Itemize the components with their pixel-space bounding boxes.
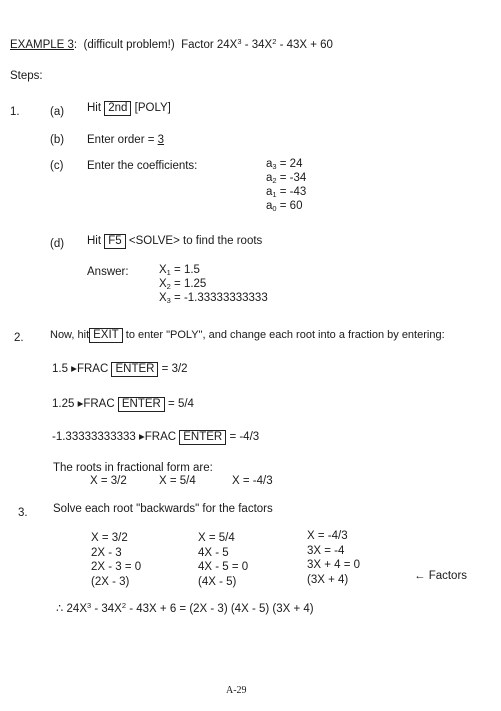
step1d-label: (d) [50, 238, 65, 250]
factor-prefix: Factor 24X [181, 39, 238, 51]
fraction-1: X = 3/2 [90, 475, 127, 487]
therefore-icon: ∴ [56, 603, 64, 615]
order-value: 3 [157, 134, 165, 146]
key-enter: ENTER [118, 397, 165, 412]
step1d-line [87, 234, 262, 249]
steps-label: Steps: [10, 70, 43, 82]
root-x1: $X_1 = 1.5$ [159, 264, 200, 277]
example-colon: : [73, 39, 78, 51]
key-enter: ENTER [111, 362, 158, 377]
example-heading [10, 39, 333, 51]
factor-column-1: X = 3/2 2X - 3 2X - 3 = 0 (2X - 3) [91, 532, 142, 588]
hit-text: Hit [87, 102, 102, 114]
root-x2: $X_2 = 1.25$ [159, 278, 207, 291]
step1c-label: (c) [50, 160, 64, 172]
step3-text: Solve each root "backwards" for the factors [53, 503, 273, 515]
key-2nd: 2nd [104, 101, 131, 116]
factor-column-2: X = 5/4 4X - 5 4X - 5 = 0 (4X - 5) [198, 532, 249, 588]
key-exit: EXIT [89, 328, 123, 343]
coeff-a1: $a_1 = -43$ [266, 186, 307, 199]
key-enter: ENTER [179, 430, 226, 445]
now-hit-text: Now, hit [50, 329, 90, 341]
solve-text: <SOLVE> to find the roots [128, 235, 263, 247]
step1b-label: (b) [50, 134, 65, 146]
enter-order-text: Enter order = [87, 134, 158, 146]
root-x3: $X_3 = -1.33333333333$ [159, 292, 268, 305]
roots-heading: The roots in fractional form are: [53, 462, 213, 474]
hit-text: Hit [87, 235, 102, 247]
step1-number: 1. [10, 106, 20, 118]
final-equation: ∴ $24X^3 - 34X^2 - 43X + 6 = (2X - 3)$ (4X - 5) (3X + 4) [56, 601, 314, 615]
answer-label: Answer: [87, 266, 129, 278]
example-label: EXAMPLE 3 [10, 39, 74, 51]
conversion-2: 1.25 ▸FRAC ENTER = 5/4 [52, 398, 194, 410]
step2-number: 2. [14, 332, 24, 344]
example-subtitle: (difficult problem!) [83, 39, 175, 51]
exp-2: 2 [272, 37, 277, 46]
step2-line [50, 328, 445, 343]
conversion-3: -1.33333333333 ▸FRAC ENTER = -4/3 [52, 431, 260, 443]
fraction-2: X = 5/4 [159, 475, 196, 487]
exp-3: 3 [237, 37, 242, 46]
coeff-a0: $a_0 = 60$ [266, 200, 303, 213]
poly-text: [POLY] [134, 102, 171, 114]
factor-mid: - 34X [241, 39, 273, 51]
fraction-3: X = -4/3 [232, 475, 273, 487]
factors-note: ← Factors [414, 570, 468, 582]
coefficients-text: Enter the coefficients: [87, 160, 198, 172]
step1a-line [87, 101, 171, 116]
coeff-a2: $a_2 = -34$ [266, 172, 307, 185]
factor-column-3: X = -4/3 3X = -4 3X + 4 = 0 (3X + 4) [307, 530, 361, 586]
conversion-1: 1.5 ▸FRAC ENTER = 3/2 [52, 363, 188, 375]
step1b-line [87, 134, 164, 146]
step3-number: 3. [18, 507, 28, 519]
factor-tail: - 43X + 60 [276, 39, 333, 51]
page-number: A-29 [226, 685, 247, 696]
step2-instruction: to enter "POLY", and change each root into a fraction by entering: [125, 329, 445, 341]
step1a-label: (a) [50, 106, 65, 118]
key-f5: F5 [104, 234, 125, 249]
coeff-a3: $a_3 = 24$ [266, 158, 303, 171]
